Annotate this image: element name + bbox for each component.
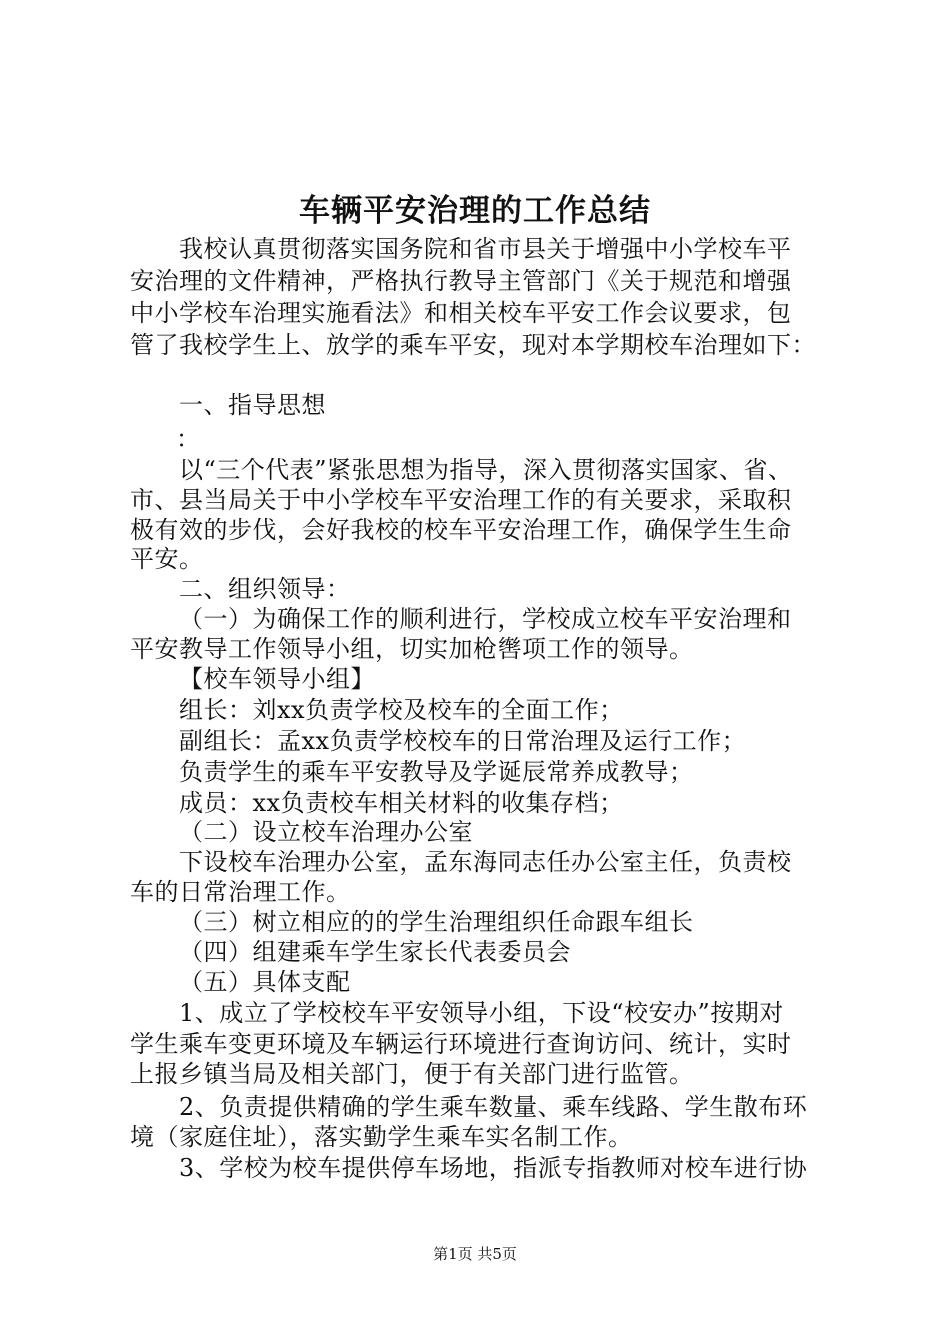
body-line: 学生乘车变更环境及车辆运行环境进行查询访问、统计，实时 [130, 1030, 792, 1058]
body-line: ： [176, 425, 201, 453]
body-line: 境（家庭住址），落实勤学生乘车实名制工作。 [130, 1123, 633, 1151]
body-line: 负责学生的乘车平安教导及学诞辰常养成教导； [179, 758, 694, 786]
body-line: 市、县当局关于中小学校车平安治理工作的有关要求，采取积 [130, 486, 792, 514]
body-line: 平安教导工作领导小组，切实加枪辔项工作的领导。 [130, 635, 694, 663]
subsection-heading: （五）具体支配 [179, 968, 351, 996]
group-heading: 【校车领导小组】 [179, 665, 375, 693]
document-title: 车辆平安治理的工作总结 [299, 193, 651, 229]
body-line: 以“三个代表”紧张思想为指导，深入贯彻落实国家、省、 [179, 456, 793, 484]
subsection-heading: （三）树立相应的的学生治理组织任命跟车组长 [179, 908, 694, 936]
subsection-heading: （二）设立校车治理办公室 [179, 818, 473, 846]
body-line: 极有效的步伐，会好我校的校车平安治理工作，确保学生生命 [130, 516, 792, 544]
body-line: 上报乡镇当局及相关部门，便于有关部门进行监管。 [130, 1060, 694, 1088]
body-line: 2、负责提供精确的学生乘车数量、乘车线路、学生散布环 [179, 1093, 808, 1121]
section-heading: 二、组织领导： [179, 575, 351, 603]
body-line: 我校认真贯彻落实国务院和省市县关于增强中小学校车平 [179, 235, 792, 263]
body-line: 平安。 [130, 545, 204, 573]
body-line: 成员：xx负责校车相关材料的收集存档； [179, 789, 624, 817]
body-line: 副组长：孟xx负责学校校车的日常治理及运行工作； [179, 727, 747, 755]
section-heading: 一、指导思想 [179, 391, 326, 419]
body-line: 3、学校为校车提供停车场地，指派专指教师对校车进行协 [179, 1154, 808, 1182]
page-footer: 第1页 共5页 [433, 1245, 517, 1263]
body-line: （一）为确保工作的顺利进行，学校成立校车平安治理和 [179, 605, 792, 633]
body-line: 组长：刘xx负责学校及校车的全面工作； [179, 696, 624, 724]
body-line: 车的日常治理工作。 [130, 878, 351, 906]
body-line: 管了我校学生上、放学的乘车平安，现对本学期校车治理如下： [130, 331, 816, 359]
body-line: 1、成立了学校校车平安领导小组，下设“校安办”按期对 [179, 999, 784, 1027]
subsection-heading: （四）组建乘车学生家长代表委员会 [179, 938, 571, 966]
body-line: 下设校车治理办公室，孟东海同志任办公室主任，负责校 [179, 848, 792, 876]
body-line: 安治理的文件精神，严格执行教导主管部门《关于规范和增强 [130, 267, 792, 295]
body-line: 中小学校车治理实施看法》和相关校车平安工作会议要求，包 [130, 299, 792, 327]
